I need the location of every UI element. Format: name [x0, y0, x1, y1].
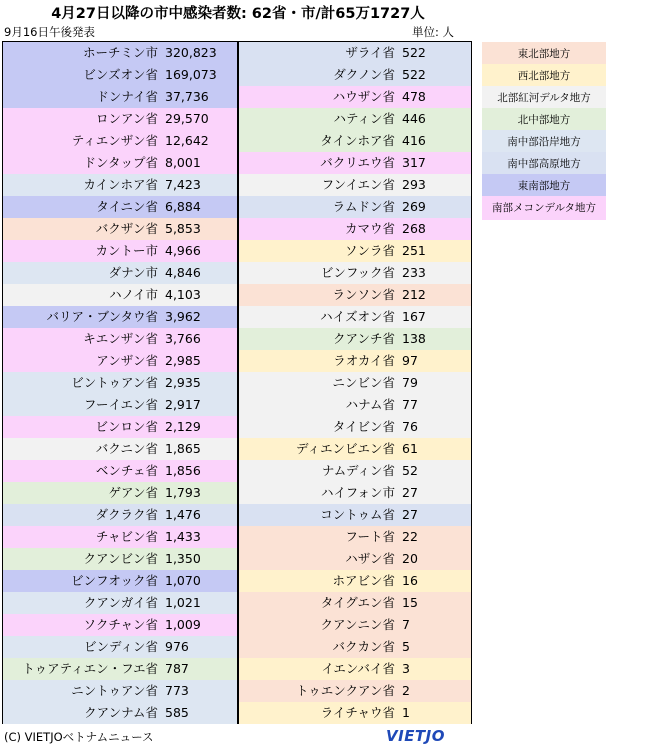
table-cell-name: チャビン省	[3, 526, 161, 548]
table-cell-name: タインホア省	[239, 130, 398, 152]
table-cell-name: キエンザン省	[3, 328, 161, 350]
table-cell-name: アンザン省	[3, 350, 161, 372]
case-table	[2, 41, 472, 724]
legend-item: 東南部地方	[482, 174, 606, 198]
table-cell-value: 2,917	[161, 394, 237, 416]
table-cell-value: 169,073	[161, 64, 237, 86]
table-cell-value: 3	[398, 658, 471, 680]
table-cell-value: 79	[398, 372, 471, 394]
legend-item: 南中部沿岸地方	[482, 130, 606, 154]
table-cell-value: 293	[398, 174, 471, 196]
vietjo-logo: VIETJO	[386, 727, 446, 745]
date-note: 9月16日午後発表	[4, 25, 95, 39]
table-cell-name: ニンビン省	[239, 372, 398, 394]
legend-item: 北中部地方	[482, 108, 606, 132]
table-cell-value: 167	[398, 306, 471, 328]
table-cell-name: ビンフック省	[239, 262, 398, 284]
table-cell-name: イエンバイ省	[239, 658, 398, 680]
table-cell-name: ハイフォン市	[239, 482, 398, 504]
table-cell-value: 7	[398, 614, 471, 636]
table-cell-value: 976	[161, 636, 237, 658]
table-cell-value: 16	[398, 570, 471, 592]
table-cell-value: 2	[398, 680, 471, 702]
table-cell-value: 27	[398, 504, 471, 526]
table-cell-value: 12,642	[161, 130, 237, 152]
table-cell-name: ビンズオン省	[3, 64, 161, 86]
table-cell-value: 6,884	[161, 196, 237, 218]
table-cell-name: コントゥム省	[239, 504, 398, 526]
legend-item: 南中部高原地方	[482, 152, 606, 176]
table-cell-name: バクリエウ省	[239, 152, 398, 174]
table-cell-name: ホーチミン市	[3, 42, 161, 64]
table-cell-value: 61	[398, 438, 471, 460]
table-cell-value: 251	[398, 240, 471, 262]
table-cell-name: ティエンザン省	[3, 130, 161, 152]
table-cell-name: タイビン省	[239, 416, 398, 438]
table-cell-value: 1,009	[161, 614, 237, 636]
table-cell-value: 1,021	[161, 592, 237, 614]
table-cell-name: クアンニン省	[239, 614, 398, 636]
table-cell-value: 416	[398, 130, 471, 152]
table-cell-name: ダナン市	[3, 262, 161, 284]
table-cell-name: ビンフオック省	[3, 570, 161, 592]
table-cell-name: クアンナム省	[3, 702, 161, 724]
table-cell-name: ビンロン省	[3, 416, 161, 438]
table-cell-name: ドンタップ省	[3, 152, 161, 174]
table-cell-value: 77	[398, 394, 471, 416]
page-title: 4月27日以降の市中感染者数: 62省・市/計65万1727人	[51, 6, 425, 22]
table-cell-name: ハイズオン省	[239, 306, 398, 328]
table-cell-name: ドンナイ省	[3, 86, 161, 108]
table-cell-value: 212	[398, 284, 471, 306]
table-cell-value: 585	[161, 702, 237, 724]
table-cell-value: 20	[398, 548, 471, 570]
table-cell-value: 1,070	[161, 570, 237, 592]
table-cell-name: クアンチ省	[239, 328, 398, 350]
legend-item: 南部メコンデルタ地方	[482, 196, 606, 220]
table-cell-value: 233	[398, 262, 471, 284]
table-cell-name: ディエンビエン省	[239, 438, 398, 460]
table-cell-value: 2,129	[161, 416, 237, 438]
table-cell-value: 478	[398, 86, 471, 108]
table-cell-value: 773	[161, 680, 237, 702]
table-cell-value: 27	[398, 482, 471, 504]
table-cell-value: 269	[398, 196, 471, 218]
table-cell-value: 2,935	[161, 372, 237, 394]
table-cell-name: バクザン省	[3, 218, 161, 240]
table-cell-value: 8,001	[161, 152, 237, 174]
table-cell-name: ソンラ省	[239, 240, 398, 262]
table-cell-value: 5,853	[161, 218, 237, 240]
table-cell-name: ビントゥアン省	[3, 372, 161, 394]
table-cell-name: バリア・ブンタウ省	[3, 306, 161, 328]
table-cell-value: 2,985	[161, 350, 237, 372]
table-cell-value: 76	[398, 416, 471, 438]
table-cell-value: 37,736	[161, 86, 237, 108]
table-cell-name: ハザン省	[239, 548, 398, 570]
table-cell-value: 446	[398, 108, 471, 130]
table-cell-value: 1,350	[161, 548, 237, 570]
table-cell-name: ハノイ市	[3, 284, 161, 306]
table-cell-value: 787	[161, 658, 237, 680]
table-cell-name: ハティン省	[239, 108, 398, 130]
table-cell-value: 1,793	[161, 482, 237, 504]
table-cell-name: ホアビン省	[239, 570, 398, 592]
table-cell-name: ハナム省	[239, 394, 398, 416]
table-cell-value: 320,823	[161, 42, 237, 64]
table-cell-value: 1,476	[161, 504, 237, 526]
table-cell-name: クアンビン省	[3, 548, 161, 570]
table-cell-name: ソクチャン省	[3, 614, 161, 636]
table-cell-value: 3,962	[161, 306, 237, 328]
table-cell-value: 3,766	[161, 328, 237, 350]
legend-item: 東北部地方	[482, 42, 606, 66]
table-cell-name: ハウザン省	[239, 86, 398, 108]
table-cell-name: ザライ省	[239, 42, 398, 64]
table-cell-value: 317	[398, 152, 471, 174]
unit-note: 単位: 人	[412, 25, 455, 39]
table-cell-name: カマウ省	[239, 218, 398, 240]
table-cell-value: 1,856	[161, 460, 237, 482]
table-cell-value: 1	[398, 702, 471, 724]
table-cell-name: ロンアン省	[3, 108, 161, 130]
table-cell-value: 4,846	[161, 262, 237, 284]
table-cell-name: ラオカイ省	[239, 350, 398, 372]
table-cell-name: ライチャウ省	[239, 702, 398, 724]
table-cell-value: 268	[398, 218, 471, 240]
table-cell-name: ナムディン省	[239, 460, 398, 482]
copyright-footer: (C) VIETJOベトナムニュース	[4, 730, 154, 744]
table-cell-name: クアンガイ省	[3, 592, 161, 614]
table-cell-name: フーイエン省	[3, 394, 161, 416]
table-cell-value: 522	[398, 64, 471, 86]
table-cell-name: カインホア省	[3, 174, 161, 196]
table-cell-name: ベンチェ省	[3, 460, 161, 482]
table-cell-name: ランソン省	[239, 284, 398, 306]
table-cell-name: ラムドン省	[239, 196, 398, 218]
table-cell-name: フンイエン省	[239, 174, 398, 196]
legend-item: 北部紅河デルタ地方	[482, 86, 606, 110]
table-cell-name: ビンディン省	[3, 636, 161, 658]
table-cell-value: 5	[398, 636, 471, 658]
table-cell-value: 29,570	[161, 108, 237, 130]
table-cell-name: トゥアティエン・フエ省	[3, 658, 161, 680]
legend-item: 西北部地方	[482, 64, 606, 88]
table-cell-name: トゥエンクアン省	[239, 680, 398, 702]
table-cell-name: タイニン省	[3, 196, 161, 218]
table-cell-value: 7,423	[161, 174, 237, 196]
table-cell-name: ニントゥアン省	[3, 680, 161, 702]
table-cell-value: 1,865	[161, 438, 237, 460]
table-cell-value: 138	[398, 328, 471, 350]
table-cell-value: 22	[398, 526, 471, 548]
table-cell-value: 4,103	[161, 284, 237, 306]
table-cell-name: カントー市	[3, 240, 161, 262]
table-cell-name: バクカン省	[239, 636, 398, 658]
table-cell-name: ダクラク省	[3, 504, 161, 526]
table-cell-value: 15	[398, 592, 471, 614]
table-cell-name: タイグエン省	[239, 592, 398, 614]
table-cell-name: バクニン省	[3, 438, 161, 460]
table-cell-value: 1,433	[161, 526, 237, 548]
table-cell-value: 97	[398, 350, 471, 372]
table-cell-name: ダクノン省	[239, 64, 398, 86]
table-cell-value: 52	[398, 460, 471, 482]
table-cell-value: 4,966	[161, 240, 237, 262]
table-cell-value: 522	[398, 42, 471, 64]
table-cell-name: フート省	[239, 526, 398, 548]
table-cell-name: ゲアン省	[3, 482, 161, 504]
